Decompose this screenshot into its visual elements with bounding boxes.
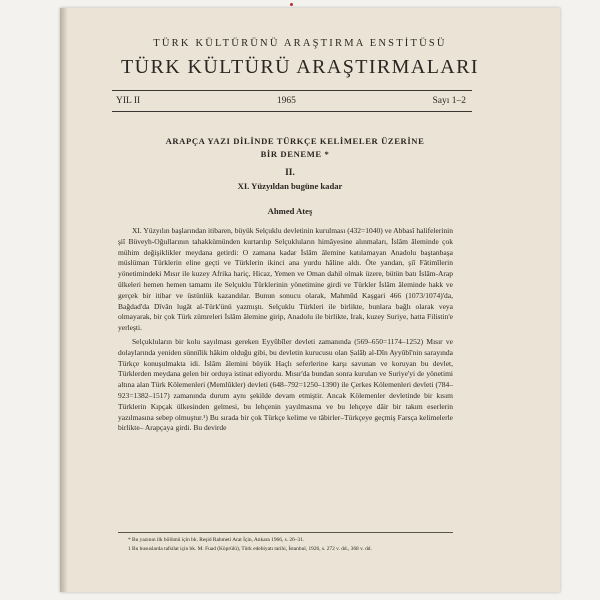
institute-name: TÜRK KÜLTÜRÜNÜ ARAŞTIRMA ENSTİTÜSÜ	[153, 38, 447, 49]
journal-title: TÜRK KÜLTÜRÜ ARAŞTIRMALARI	[121, 56, 479, 78]
article-title-line2: BİR DENEME *	[260, 149, 330, 159]
header-rule-top	[112, 90, 472, 91]
year-label: YIL II	[116, 96, 141, 106]
ink-mark	[290, 3, 293, 6]
issue-line	[116, 96, 466, 106]
footnote-star: * Bu yazının ilk bölümü için bk. Reşid Rahmeti Arat İçin, Ankara 1966, s. 26–31.	[128, 537, 305, 543]
article-subtitle: XI. Yüzyıldan bugüne kadar	[237, 181, 343, 191]
author-name: Ahmed Ateş	[267, 206, 313, 216]
article-title	[150, 135, 440, 161]
footnote-rule	[118, 532, 453, 533]
paragraph-1: XI. Yüzyılın başlarından itibaren, büyük Selçuklu devletinin kurulması (432=1040) ve Abbasî halifelerinin şiî Büveyh-Oğullarının tahakkümünden kurtarılıp Selçukluların himâyesine alınmaları, İslâm âleminde çok mühim değişiklikler meydana getirdi: O zamana kadar İslâm âlemine katılamayan Anadolu baştanbaşa müslüman Türklerin eline geçti ve Türklerin ikinci ana yurdu hâline aldı. Öte yandan, şiî Fâtimîlerin yönetimindeki Mısır ile kuzey Afrika hariç, Hicaz, Yemen ve Oman dahil olmak üzere, bütün batı İslâm-Arap ülkeleri hemen hemen tamamı ile Selçuklu Türklerinin yönetimine girdi ve Türkler İslâm âleminde hakk ve gerçek bir itibar ve üstünlük kazandılar. Bunun sonucu olarak, Mahmûd Kaşgari 466 (1073/1074)'da, Bağdad'da Dîvân lugât al-Türk'ünü yazmıştı. Selçuklu Türkleri ile birlikte, bunlara bağlı olarak veya olmayarak, bir çok Türk zümreleri İslâm âlemine girip, Anadolu ile birlikte, Irak, kuzey Suriye, hatta Filistin'e yerleşti.	[118, 226, 453, 333]
article-title-line1: ARAPÇA YAZI DİLİNDE TÜRKÇE KELİMELER ÜZERİNE	[165, 136, 425, 146]
footnote-1: 1 Bu hususlarda tafsilat için bk. M. Fuad (Köprülü), Türk edebiyatı tarihi, İstanbul, 1926, s. 272 v. dd., 368 v. dd.	[128, 546, 372, 552]
header-rule-bottom	[112, 111, 472, 112]
year: 1965	[276, 96, 296, 106]
issue-number: Sayı 1–2	[432, 96, 466, 106]
part-number: II.	[285, 168, 295, 178]
footnotes	[118, 536, 453, 554]
article-body	[118, 226, 453, 434]
paragraph-2: Selçukluların bir kolu sayılması gereken Eyyûbîler devleti zamanında (569–650=1174–1252) Mısır ve dolaylarında yeniden sünnîlik hâkim olduğu gibi, bu devletin kurucusu olan Ṣalāḥ al-Dîn Ayyûbî'nin sarayında Türkçe konuşulmakta idi. İslâm âlemini büyük Haçlı seferlerine karşı savunan ve koruyan bu devlet, Türklerden meydana gelen bir orduya istinat ediyordu. Mısır'da bundan sonra kurulan ve Suriye'yi de yönetimi altına alan Türk Kölemenleri (Memlûkler) devleti (648–792=1250–1390) ile Çerkes Kölemenleri devleti (784–923=1382–1517) zamanında durum aynı şekilde devam etmiştir. Ancak Kölemenler devletinde bir kısım Türklerin Kıpçak ülkesinden gelmesi, bu lehçenin yayılmasına ve bu lehçeye dâir bir takım eserlerin yazılmasına sebep olmuştur.¹) Bu sırada bir çok Türkçe kelime ve tâbirler–Türkçeye geçmiş Farsça kelimelerle birlikte– Arapçaya girdi. Bu devirde	[118, 336, 453, 433]
page-edge-shadow	[60, 8, 68, 592]
